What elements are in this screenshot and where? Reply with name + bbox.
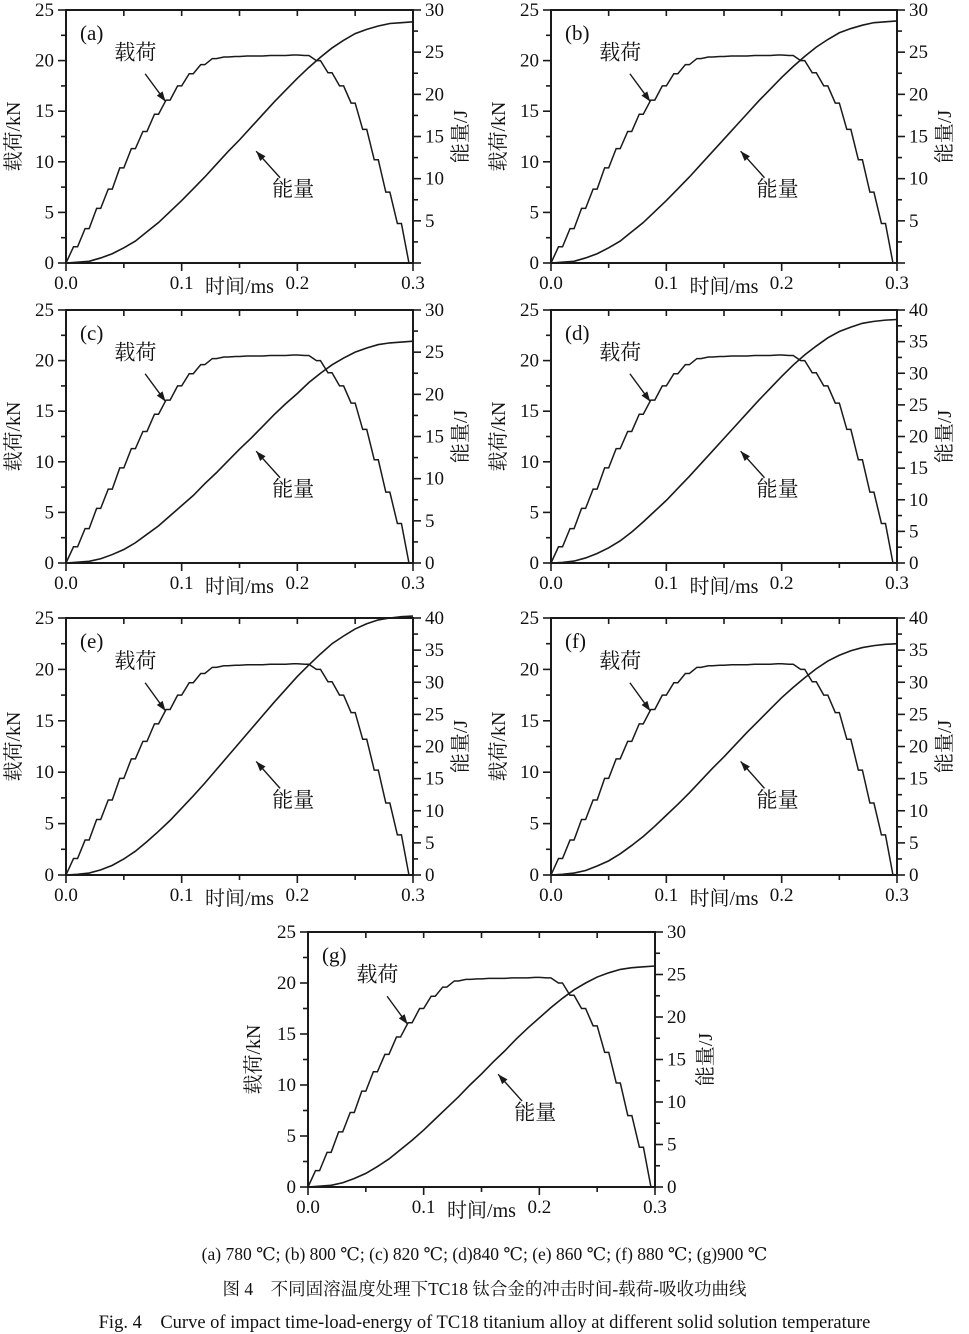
y-left-tick-label: 10 xyxy=(35,762,54,784)
y-left-tick-label: 20 xyxy=(277,973,296,994)
y-right-tick-label: 10 xyxy=(909,800,928,822)
y-left-tick-label: 10 xyxy=(35,151,54,173)
y-right-axis-title: 能量/J xyxy=(450,109,472,164)
energy-arrow xyxy=(256,761,280,788)
subplot-f xyxy=(485,600,969,912)
y-left-tick-label: 20 xyxy=(520,659,539,681)
y-right-tick-label: 15 xyxy=(667,1049,686,1071)
chart-canvas xyxy=(485,300,969,600)
y-axis-left xyxy=(242,922,308,1198)
y-left-tick-label: 25 xyxy=(35,608,54,629)
y-axis-right xyxy=(413,300,472,574)
y-axis-right xyxy=(413,0,472,263)
x-tick-label: 0.2 xyxy=(769,885,794,906)
y-right-tick-label: 25 xyxy=(909,42,928,64)
y-right-tick-label: 25 xyxy=(909,704,928,726)
x-tick-label: 0.2 xyxy=(285,573,310,594)
y-right-tick-label: 20 xyxy=(909,736,928,758)
y-left-tick-label: 5 xyxy=(529,813,539,835)
y-right-tick-label: 25 xyxy=(425,342,444,364)
energy-arrow xyxy=(741,761,765,788)
y-right-tick-label: 5 xyxy=(425,832,435,854)
y-left-tick-label: 0 xyxy=(529,865,539,886)
y-right-tick-label: 0 xyxy=(909,553,919,574)
subplot-letter: (g) xyxy=(322,943,347,967)
load-arrow xyxy=(630,683,650,711)
y-left-tick-label: 0 xyxy=(529,553,539,574)
load-curve xyxy=(551,664,897,875)
subplot-a xyxy=(0,0,485,300)
load-arrow xyxy=(630,74,650,102)
y-right-tick-label: 0 xyxy=(425,553,435,574)
x-tick-label: 0.2 xyxy=(285,885,310,906)
y-left-tick-label: 20 xyxy=(35,50,54,72)
y-right-tick-label: 5 xyxy=(909,210,919,232)
y-right-tick-label: 5 xyxy=(909,521,919,543)
y-right-tick-label: 20 xyxy=(425,384,444,406)
y-left-tick-label: 20 xyxy=(35,350,54,372)
x-tick-label: 0.2 xyxy=(769,573,794,594)
y-left-axis-title: 载荷/kN xyxy=(488,101,510,172)
y-right-tick-label: 15 xyxy=(909,458,928,480)
y-right-tick-label: 20 xyxy=(909,426,928,448)
x-tick-label: 0.0 xyxy=(539,573,563,594)
x-tick-label: 0.0 xyxy=(54,885,78,906)
subplot-d xyxy=(485,300,969,600)
energy-curve-label: 能量 xyxy=(756,176,799,201)
energy-arrow xyxy=(256,451,280,478)
y-left-axis-title: 载荷/kN xyxy=(488,401,510,472)
y-axis-right xyxy=(413,608,472,886)
x-tick-label: 0.3 xyxy=(885,573,909,594)
x-tick-label: 0.3 xyxy=(401,573,425,594)
y-left-tick-label: 15 xyxy=(277,1024,296,1045)
load-curve-label: 载荷 xyxy=(114,340,157,365)
y-left-tick-label: 5 xyxy=(44,202,54,224)
y-right-tick-label: 40 xyxy=(425,608,444,629)
y-right-axis-title: 能量/J xyxy=(695,1032,717,1087)
load-arrow xyxy=(630,374,650,402)
x-tick-label: 0.0 xyxy=(539,885,563,906)
y-right-tick-label: 30 xyxy=(425,672,444,694)
y-right-tick-label: 10 xyxy=(667,1092,686,1113)
load-curve-label: 载荷 xyxy=(114,649,157,674)
y-axis-right xyxy=(897,608,956,886)
subplot-e xyxy=(0,600,485,912)
x-tick-label: 0.3 xyxy=(401,885,425,906)
y-left-tick-label: 5 xyxy=(286,1126,296,1147)
x-tick-label: 0.3 xyxy=(885,273,909,294)
subplot-b xyxy=(485,0,969,300)
y-right-tick-label: 20 xyxy=(425,84,444,106)
y-left-tick-label: 25 xyxy=(277,922,296,943)
y-axis-right xyxy=(655,922,717,1198)
energy-curve-label: 能量 xyxy=(272,176,315,201)
y-left-tick-label: 15 xyxy=(35,101,54,123)
y-right-axis-title: 能量/J xyxy=(450,409,472,464)
y-right-tick-label: 25 xyxy=(425,42,444,64)
y-left-tick-label: 25 xyxy=(520,608,539,629)
y-right-tick-label: 0 xyxy=(667,1177,677,1198)
x-tick-label: 0.3 xyxy=(885,885,909,906)
x-axis-title: 时间/ms xyxy=(205,888,274,910)
y-left-tick-label: 25 xyxy=(520,0,539,21)
y-left-axis-title: 载荷/kN xyxy=(3,401,25,472)
subplot-letter: (f) xyxy=(565,629,586,653)
y-right-tick-label: 40 xyxy=(909,300,928,321)
y-left-axis-title: 载荷/kN xyxy=(3,101,25,172)
y-left-tick-label: 25 xyxy=(35,300,54,321)
energy-arrow xyxy=(498,1074,522,1101)
y-left-tick-label: 0 xyxy=(286,1177,296,1198)
x-tick-label: 0.1 xyxy=(169,273,194,294)
y-axis-left xyxy=(2,300,66,574)
y-right-tick-label: 5 xyxy=(425,510,435,532)
y-left-tick-label: 5 xyxy=(44,502,54,524)
load-curve xyxy=(66,664,413,875)
load-arrow xyxy=(145,74,165,102)
energy-curve-label: 能量 xyxy=(272,787,315,812)
y-left-axis-title: 载荷/kN xyxy=(488,711,510,782)
y-left-tick-label: 10 xyxy=(277,1075,296,1096)
energy-arrow xyxy=(741,451,765,478)
load-curve-label: 载荷 xyxy=(599,40,642,65)
y-left-tick-label: 20 xyxy=(520,50,539,72)
y-right-tick-label: 5 xyxy=(425,210,435,232)
subplot-letter: (c) xyxy=(80,321,104,345)
x-tick-label: 0.2 xyxy=(285,273,310,294)
load-curve-label: 载荷 xyxy=(599,649,642,674)
y-right-tick-label: 25 xyxy=(909,394,928,416)
y-right-tick-label: 5 xyxy=(667,1134,677,1156)
y-left-tick-label: 5 xyxy=(529,202,539,224)
y-left-tick-label: 10 xyxy=(520,151,539,173)
energy-curve-label: 能量 xyxy=(756,476,799,501)
x-axis-title: 时间/ms xyxy=(205,276,274,298)
x-tick-label: 0.0 xyxy=(539,273,563,294)
y-axis-left xyxy=(2,608,66,886)
x-axis xyxy=(296,932,667,1222)
y-axis-right xyxy=(897,0,956,263)
x-axis-title: 时间/ms xyxy=(205,576,274,598)
chart-canvas xyxy=(485,600,969,912)
y-right-tick-label: 30 xyxy=(667,922,686,943)
y-axis-right xyxy=(897,300,956,574)
y-left-tick-label: 20 xyxy=(520,350,539,372)
load-arrow xyxy=(145,683,165,711)
subplot-letter: (a) xyxy=(80,21,104,45)
x-tick-label: 0.1 xyxy=(411,1197,436,1218)
y-right-tick-label: 0 xyxy=(909,865,919,886)
load-curve xyxy=(551,55,897,263)
x-tick-label: 0.1 xyxy=(654,273,679,294)
energy-arrow xyxy=(741,151,765,178)
energy-curve-label: 能量 xyxy=(272,476,315,501)
y-left-tick-label: 25 xyxy=(35,0,54,21)
load-arrow xyxy=(387,996,407,1024)
y-right-tick-label: 40 xyxy=(909,608,928,629)
x-axis-title: 时间/ms xyxy=(689,888,759,910)
caption-temperatures: (a) 780 ℃; (b) 800 ℃; (c) 820 ℃; (d)840 ℃; (e) 860 ℃; (f) 880 ℃; (g)900 ℃ xyxy=(201,1244,768,1264)
load-curve-label: 载荷 xyxy=(114,40,157,65)
y-left-tick-label: 10 xyxy=(520,451,539,473)
chart-canvas xyxy=(485,0,969,300)
x-axis-title: 时间/ms xyxy=(689,276,759,298)
y-left-axis-title: 载荷/kN xyxy=(3,711,25,782)
y-right-tick-label: 20 xyxy=(667,1007,686,1028)
y-left-tick-label: 15 xyxy=(35,710,54,732)
chart-canvas xyxy=(0,600,485,912)
x-tick-label: 0.3 xyxy=(401,273,425,294)
y-left-tick-label: 0 xyxy=(44,253,54,274)
x-tick-label: 0.1 xyxy=(169,573,194,594)
caption-title-chinese: 图 4 不同固溶温度处理下TC18 钛合金的冲击时间-载荷-吸收功曲线 xyxy=(222,1279,747,1299)
x-axis-title: 时间/ms xyxy=(689,576,759,598)
energy-curve xyxy=(551,644,897,875)
y-right-tick-label: 25 xyxy=(667,964,686,986)
load-arrow xyxy=(145,374,165,402)
load-curve-label: 载荷 xyxy=(356,962,399,987)
y-left-tick-label: 0 xyxy=(44,865,54,886)
y-right-tick-label: 35 xyxy=(425,640,444,662)
x-tick-label: 0.0 xyxy=(54,573,78,594)
chart-canvas xyxy=(240,918,730,1242)
y-right-tick-label: 15 xyxy=(425,126,444,148)
y-right-tick-label: 10 xyxy=(909,489,928,511)
y-right-tick-label: 15 xyxy=(909,126,928,148)
y-left-tick-label: 0 xyxy=(44,553,54,574)
y-left-tick-label: 10 xyxy=(520,762,539,784)
y-right-tick-label: 10 xyxy=(425,468,444,490)
y-right-axis-title: 能量/J xyxy=(450,719,472,774)
load-curve xyxy=(66,355,413,563)
y-right-tick-label: 30 xyxy=(909,363,928,385)
y-right-tick-label: 30 xyxy=(425,300,444,321)
y-right-tick-label: 20 xyxy=(909,84,928,106)
x-tick-label: 0.2 xyxy=(527,1197,552,1218)
x-tick-label: 0.1 xyxy=(654,573,679,594)
energy-curve xyxy=(308,966,655,1187)
load-curve xyxy=(66,55,413,263)
y-left-tick-label: 25 xyxy=(520,300,539,321)
energy-curve-label: 能量 xyxy=(756,787,799,812)
y-right-tick-label: 35 xyxy=(909,331,928,353)
y-left-tick-label: 15 xyxy=(520,710,539,732)
y-left-tick-label: 5 xyxy=(44,813,54,835)
y-right-tick-label: 5 xyxy=(909,832,919,854)
energy-curve-label: 能量 xyxy=(514,1100,557,1125)
x-tick-label: 0.1 xyxy=(654,885,679,906)
y-right-tick-label: 35 xyxy=(909,640,928,662)
subplot-c xyxy=(0,300,485,600)
energy-curve xyxy=(66,341,413,563)
y-left-tick-label: 0 xyxy=(529,253,539,274)
y-right-tick-label: 15 xyxy=(909,768,928,790)
chart-canvas xyxy=(0,0,485,300)
subplot-letter: (b) xyxy=(565,21,590,45)
y-left-tick-label: 15 xyxy=(520,401,539,423)
subplot-letter: (d) xyxy=(565,321,590,345)
y-right-tick-label: 30 xyxy=(909,0,928,21)
y-right-tick-label: 15 xyxy=(425,426,444,448)
subplot-g xyxy=(240,918,730,1242)
x-tick-label: 0.2 xyxy=(769,273,794,294)
chart-canvas xyxy=(0,300,485,600)
load-curve xyxy=(551,355,897,563)
y-left-axis-title: 载荷/kN xyxy=(243,1024,265,1095)
y-right-tick-label: 10 xyxy=(909,168,928,190)
y-right-tick-label: 15 xyxy=(425,768,444,790)
load-curve xyxy=(308,977,655,1187)
x-axis-title: 时间/ms xyxy=(447,1200,516,1222)
x-tick-label: 0.0 xyxy=(54,273,78,294)
y-right-tick-label: 10 xyxy=(425,168,444,190)
y-right-tick-label: 30 xyxy=(909,672,928,694)
y-left-tick-label: 15 xyxy=(35,401,54,423)
y-right-tick-label: 25 xyxy=(425,704,444,726)
y-right-axis-title: 能量/J xyxy=(934,109,956,164)
y-left-tick-label: 15 xyxy=(520,101,539,123)
subplot-letter: (e) xyxy=(80,629,104,653)
x-tick-label: 0.3 xyxy=(643,1197,667,1218)
y-right-tick-label: 10 xyxy=(425,800,444,822)
y-right-tick-label: 20 xyxy=(425,736,444,758)
y-left-tick-label: 20 xyxy=(35,659,54,681)
y-left-tick-label: 5 xyxy=(529,502,539,524)
y-axis-left xyxy=(487,608,551,886)
y-axis-left xyxy=(2,0,66,274)
y-right-axis-title: 能量/J xyxy=(934,409,956,464)
x-tick-label: 0.0 xyxy=(296,1197,320,1218)
y-axis-left xyxy=(487,300,551,574)
y-axis-left xyxy=(487,0,551,274)
energy-arrow xyxy=(256,151,280,178)
load-curve-label: 载荷 xyxy=(599,340,642,365)
y-left-tick-label: 10 xyxy=(35,451,54,473)
y-right-tick-label: 0 xyxy=(425,865,435,886)
caption-title-english: Fig. 4 Curve of impact time-load-energy of TC18 titanium alloy at different solid solution temperature xyxy=(98,1313,871,1333)
y-right-axis-title: 能量/J xyxy=(934,719,956,774)
x-tick-label: 0.1 xyxy=(169,885,194,906)
y-right-tick-label: 30 xyxy=(425,0,444,21)
